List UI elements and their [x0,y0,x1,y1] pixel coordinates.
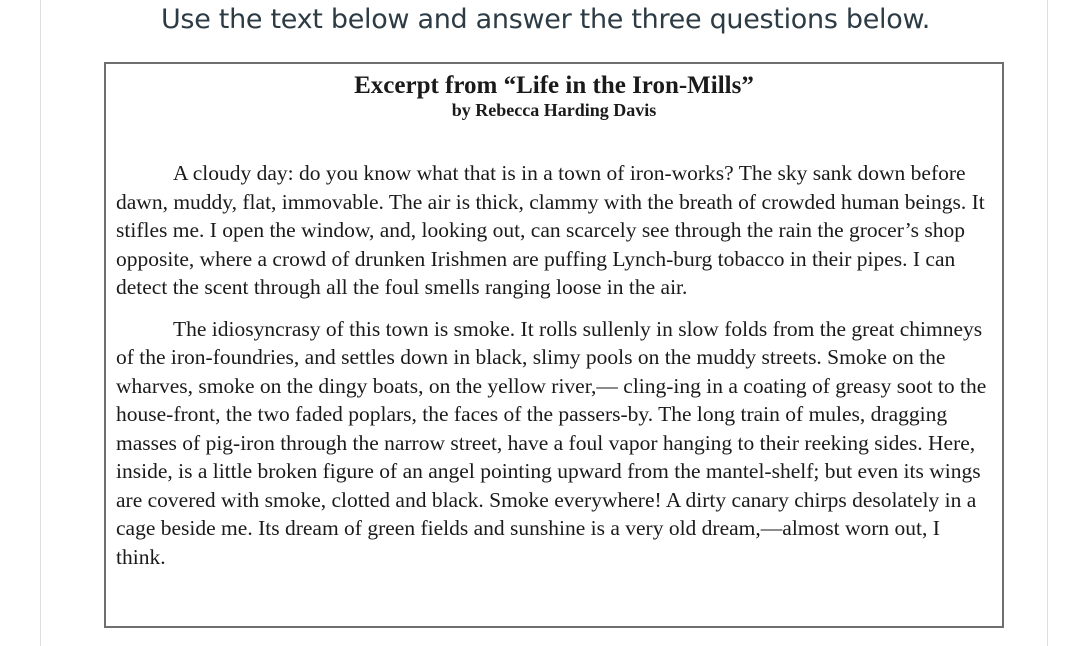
passage-paragraph-1: A cloudy day: do you know what that is in a town of iron-works? The sky sank down before dawn, muddy, flat, immovable. The air is thick, clammy with the breath of crowded human beings. It stifles me. I open the window, and, looking out, can scarcely see through the rain the grocer’s shop opposite, where a crowd of drunken Irishmen are puffing Lynch-burg tobacco in their pipes. I can detect the scent through all the foul smells ranging loose in the air. [116,161,985,299]
passage-body [106,159,1002,571]
passage-paragraph-2: The idiosyncrasy of this town is smoke. It rolls sullenly in slow folds from the great chimneys of the iron-foundries, and settles down in black, slimy pools on the muddy streets. Smoke on the wharves, smoke on the dingy boats, on the yellow river,— cling-ing in a coating of greasy soot to the house-front, the two faded poplars, the faces of the passers-by. The long train of mules, dragging masses of pig-iron through the narrow street, have a foul vapor hanging to their reeking sides. Here, inside, is a little broken figure of an angel pointing upward from the mantel-shelf; but even its wings are covered with smoke, clotted and black. Smoke everywhere! A dirty canary chirps desolately in a cage beside me. Its dream of green fields and sunshine is a very old dream,—almost worn out, I think. [116,316,987,569]
excerpt-author: by Rebecca Harding Davis [451,100,657,120]
left-page-border [40,0,41,646]
excerpt-image-box [104,62,1004,628]
excerpt-title: Excerpt from “Life in the Iron-Mills” [354,72,754,99]
right-page-border [1047,0,1048,646]
question-instruction: Use the text below and answer the three questions below. [160,4,931,35]
